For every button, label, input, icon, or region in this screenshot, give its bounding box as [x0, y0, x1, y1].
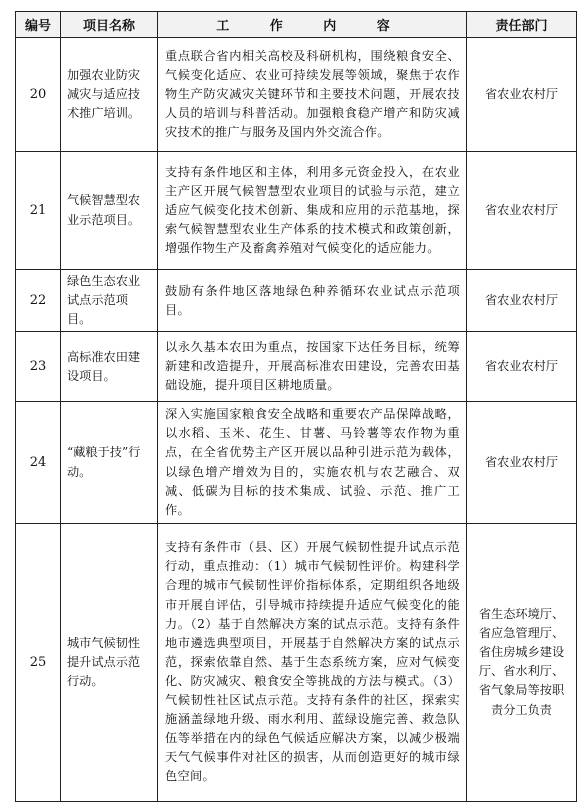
header-number: 编号: [16, 12, 61, 38]
project-name: 城市气候韧性提升试点示范行动。: [61, 523, 158, 801]
work-content: 支持有条件市（县、区）开展气候韧性提升试点示范行动，重点推动：（1）城市气候韧性评价。构建科学合理的城市气候韧性评价指标体系，定期组织各地级市开展自评估，引导城市持续提升适应气候变化的能力。（2）基于自然解决方案的试点示范。支持有条件地市遴选典型项目，开展基于自然解决方案的试点示范，探索依靠自然、基于生态系统方案，应对气候变化、防灾减灾、粮食安全等挑战的方法与模式。（3）气候韧性社区试点示范。支持有条件的社区，探索实施涵盖绿地升级、雨水利用、蓝绿设施完善、救急队伍等举措在内的绿色气候适应解决方案，以减少极端天气气候事件对社区的损害，从而创造更好的城市绿色空间。: [158, 523, 467, 801]
header-responsible-department: 责任部门: [467, 12, 577, 38]
responsible-department: 省农业农村厅: [467, 332, 577, 402]
work-content: 支持有条件地区和主体，利用多元资金投入，在农业主产区开展气候智慧型农业项目的试验与示范，建立适应气候变化技术创新、集成和应用的示范基地，探索气候智慧型农业生产体系的技术模式和政策创新，增强作物生产及畜禽养殖对气候变化的适应能力。: [158, 152, 467, 270]
project-name: 加强农业防灾减灾与适应技术推广培训。: [61, 38, 158, 152]
work-content: 以永久基本农田为重点，按国家下达任务目标，统筹新建和改造提升，开展高标准农田建设，完善农田基础设施，提升项目区耕地质量。: [158, 332, 467, 402]
table-row: [16, 152, 577, 270]
work-content: 重点联合省内相关高校及科研机构，围绕粮食安全、气候变化适应、农业可持续发展等领域，聚焦于农作物生产防灾减灾关键环节和主要技术问题，开展农技人员的培训与科普活动。加强粮食稳产增产和防灾减灾技术的推广与服务及国内外交流合作。: [158, 38, 467, 152]
project-name: 气候智慧型农业示范项目。: [61, 152, 158, 270]
responsible-department: 省农业农村厅: [467, 152, 577, 270]
header-work-content: 工 作 内 容: [158, 12, 467, 38]
row-number: 25: [16, 523, 61, 801]
responsible-department: 省农业农村厅: [467, 270, 577, 332]
project-name: 高标准农田建设项目。: [61, 332, 158, 402]
table-row: [16, 332, 577, 402]
row-number: 20: [16, 38, 61, 152]
table-header-row: [16, 12, 577, 38]
responsible-department: 省农业农村厅: [467, 38, 577, 152]
header-project-name: 项目名称: [61, 12, 158, 38]
project-name: 绿色生态农业试点示范项目。: [61, 270, 158, 332]
project-name: “藏粮于技”行动。: [61, 402, 158, 524]
table-row: [16, 38, 577, 152]
responsible-department: 省农业农村厅: [467, 402, 577, 524]
responsible-department: 省生态环境厅、省应急管理厅、省住房城乡建设厅、省水利厅、省气象局等按职责分工负责: [467, 523, 577, 801]
table-row: [16, 270, 577, 332]
table-row: [16, 523, 577, 801]
row-number: 24: [16, 402, 61, 524]
work-plan-table: [15, 11, 577, 802]
row-number: 23: [16, 332, 61, 402]
work-content: 鼓励有条件地区落地绿色种养循环农业试点示范项目。: [158, 270, 467, 332]
row-number: 21: [16, 152, 61, 270]
table-row: [16, 402, 577, 524]
row-number: 22: [16, 270, 61, 332]
work-content: 深入实施国家粮食安全战略和重要农产品保障战略，以水稻、玉米、花生、甘薯、马铃薯等农作物为重点，在全省优势主产区开展以品种引进示范为载体，以绿色增产增效为目的，实施农机与农艺融合、双减、低碳为目标的技术集成、试验、示范、推广工作。: [158, 402, 467, 524]
